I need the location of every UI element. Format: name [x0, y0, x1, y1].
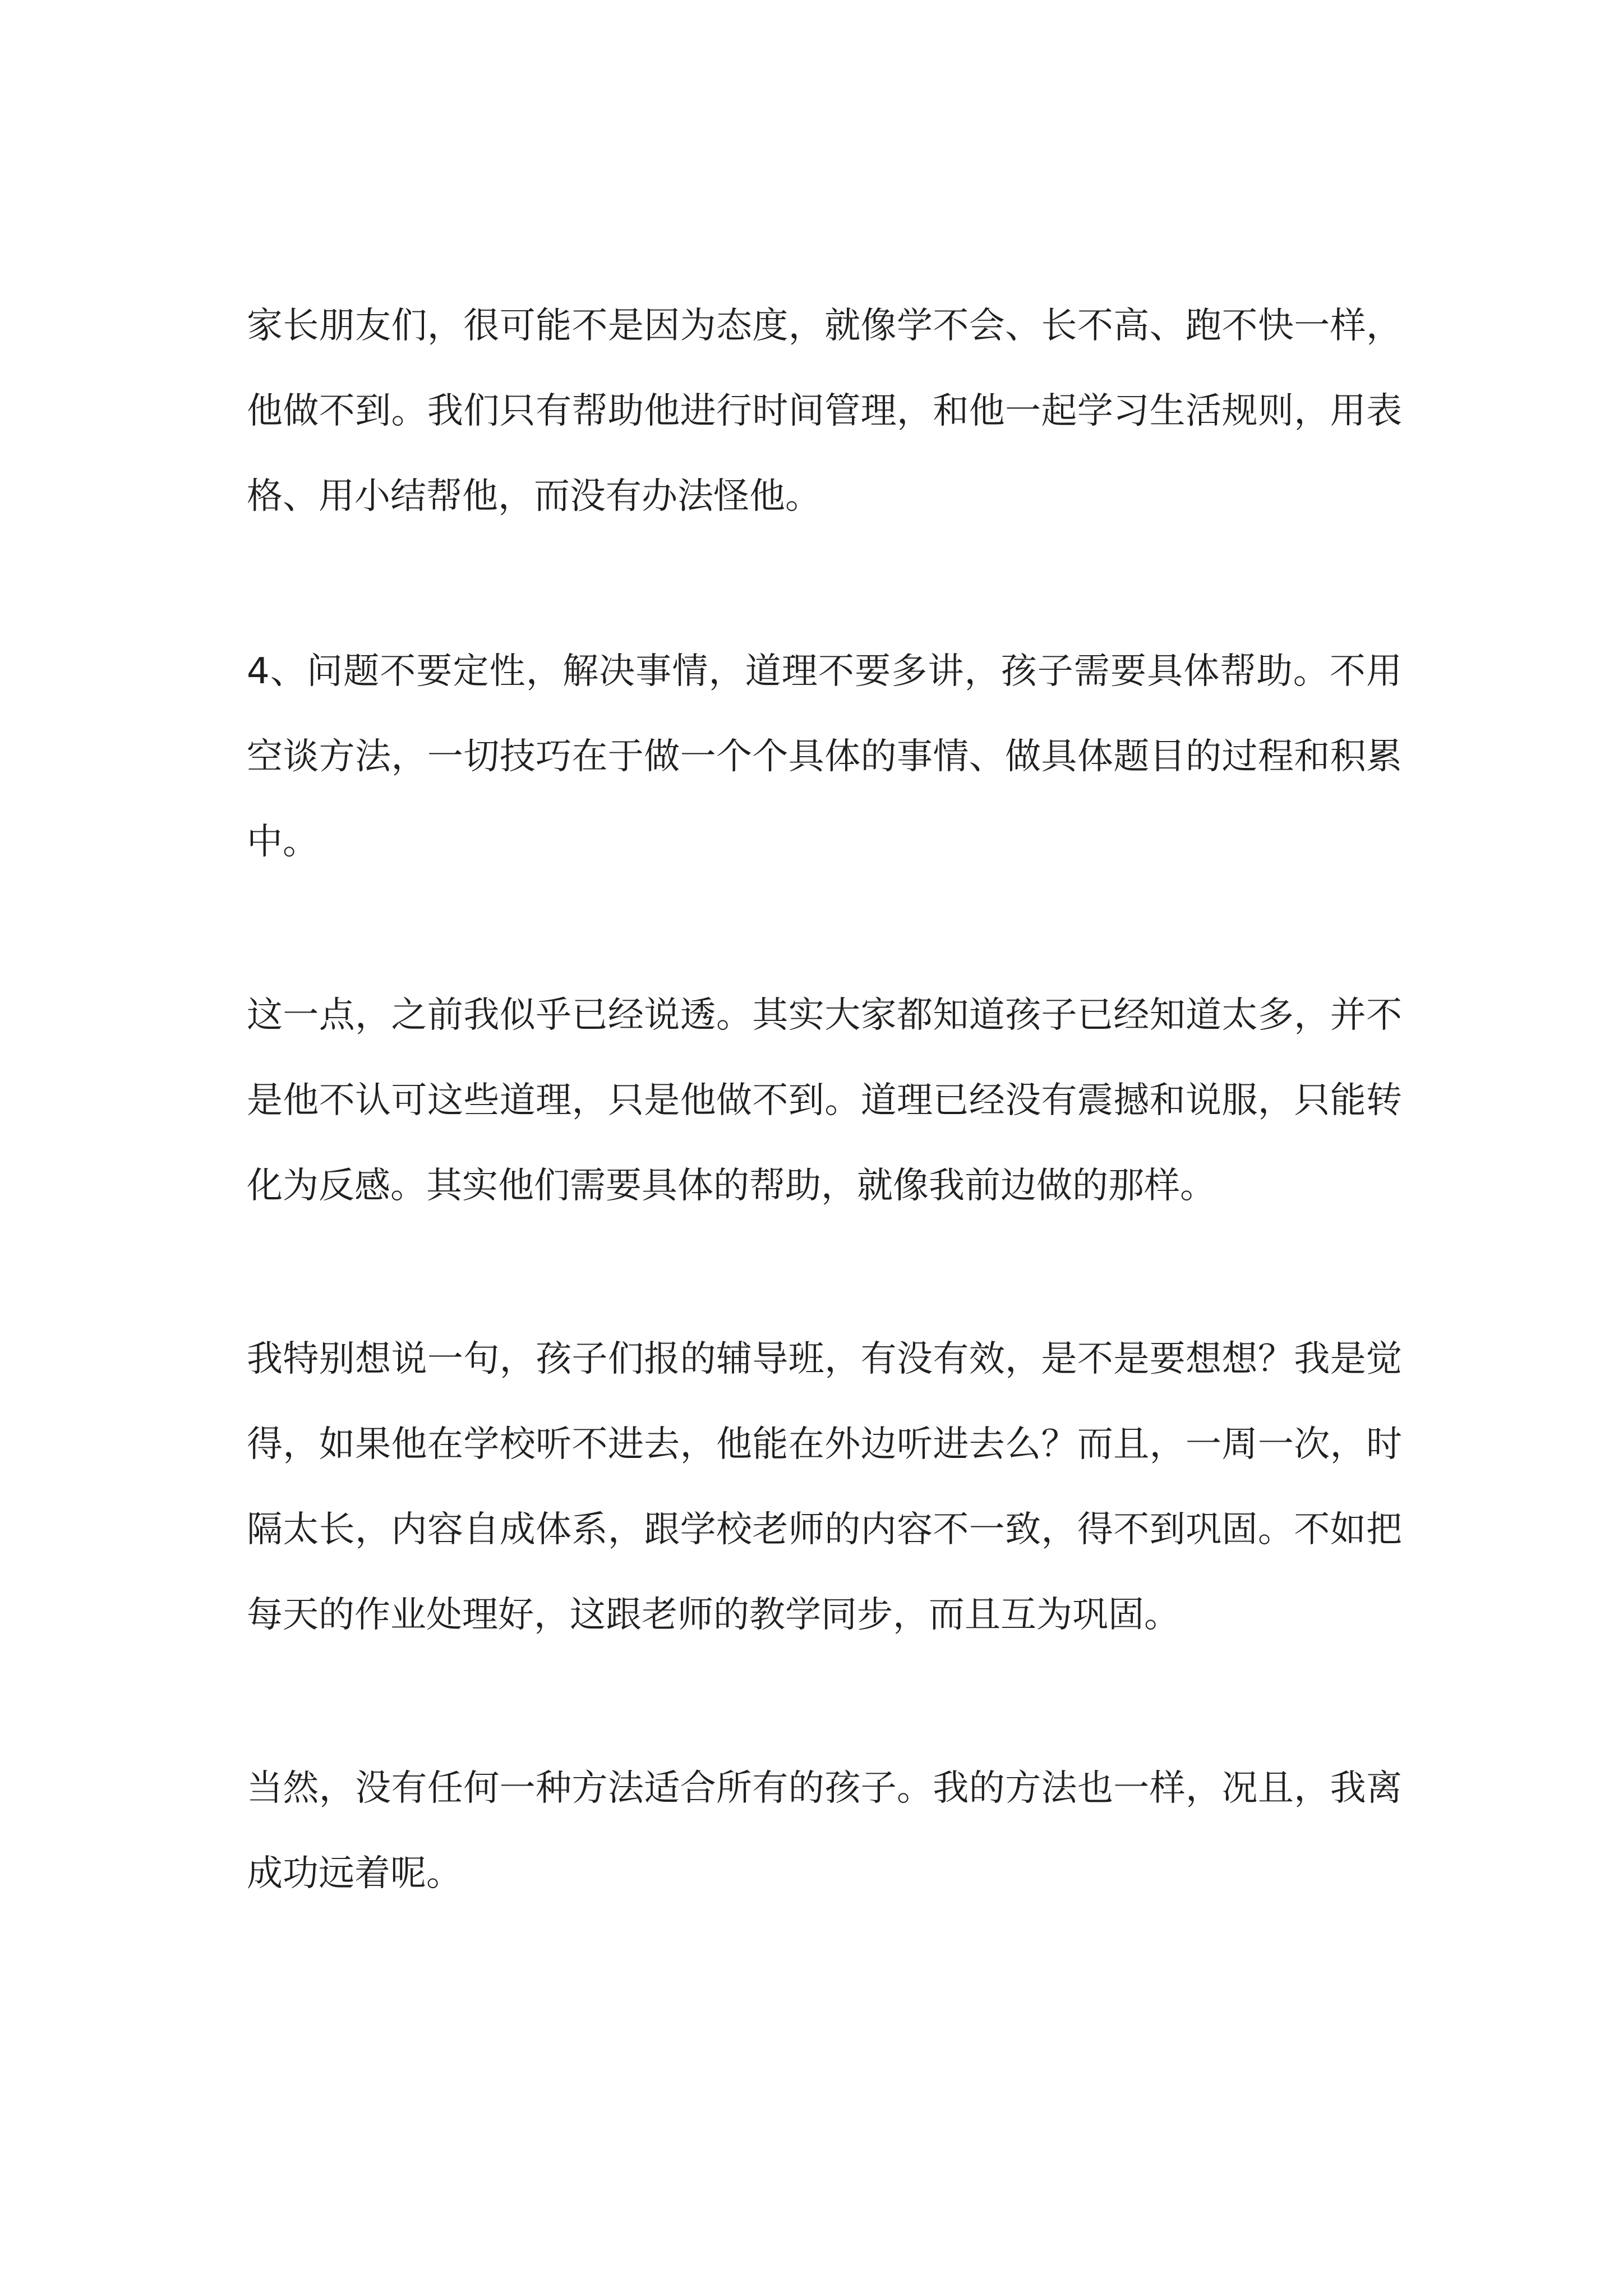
paragraph-tutoring-classes: 我特别想说一句，孩子们报的辅导班，有没有效，是不是要想想？我是觉得，如果他在学校听不进去，他能在外边听进去么？而且，一周一次，时隔太长，内容自成体系，跟学校老师的内容不一致，得不到巩固。不如把每天的作业处理好，这跟老师的教学同步，而且互为巩固。	[247, 1338, 1402, 1636]
paragraph-parents-time-management: 家长朋友们，很可能不是因为态度，就像学不会、长不高、跑不快一样，他做不到。我们只有帮助他进行时间管理，和他一起学习生活规则，用表格、用小结帮他，而没有办法怪他。	[247, 305, 1402, 517]
document-body	[247, 283, 1402, 1916]
paragraph-reasoning-not-enough: 这一点，之前我似乎已经说透。其实大家都知道孩子已经知道太多，并不是他不认可这些道理，只是他做不到。道理已经没有震撼和说服，只能转化为反感。其实他们需要具体的帮助，就像我前边做的那样。	[247, 995, 1402, 1207]
paragraph-point-4: 4、问题不要定性，解决事情，道理不要多讲，孩子需要具体帮助。不用空谈方法，一切技巧在于做一个个具体的事情、做具体题目的过程和积累中。	[247, 651, 1402, 863]
paragraph-conclusion: 当然，没有任何一种方法适合所有的孩子。我的方法也一样，况且，我离成功远着呢。	[247, 1768, 1402, 1894]
